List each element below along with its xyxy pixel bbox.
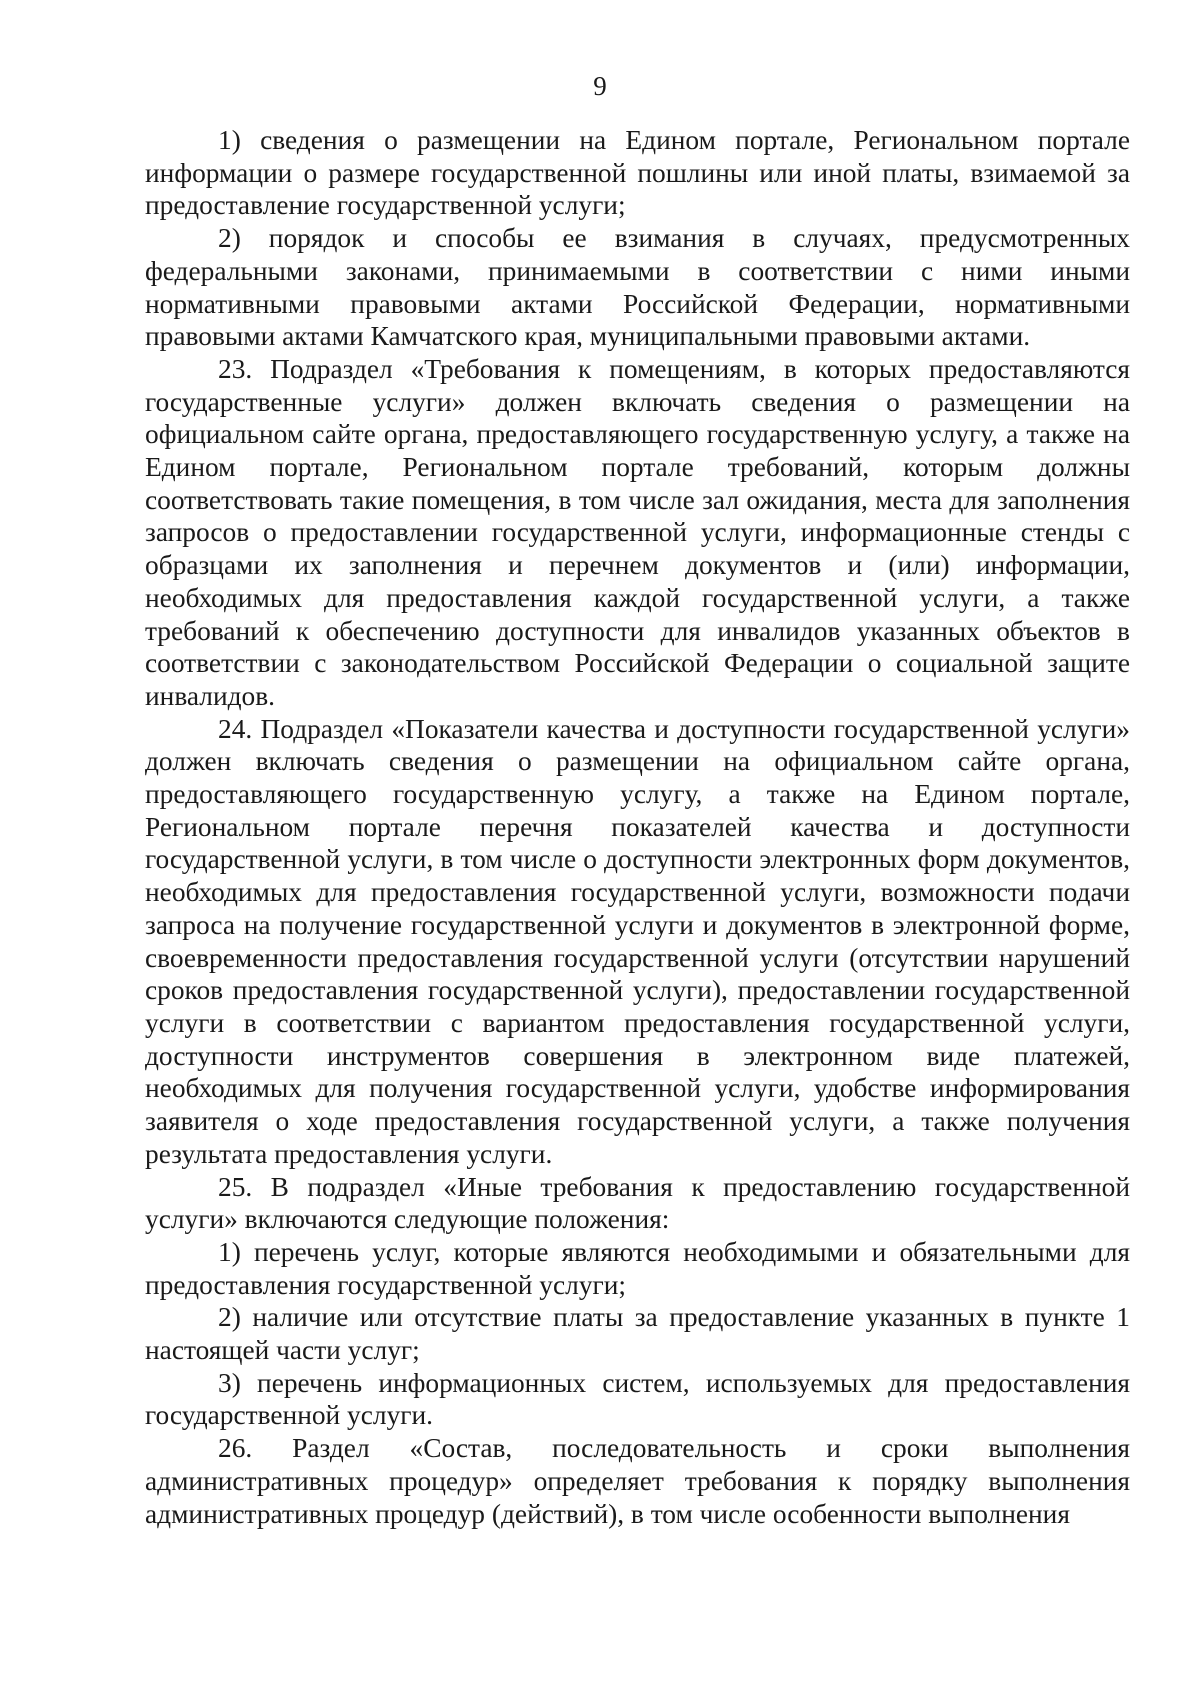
paragraph-25-other-requirements: 25. В подраздел «Иные требования к предоставлению государственной услуги» включаются следующие положения: <box>145 1171 1130 1235</box>
page-number: 9 <box>593 71 607 101</box>
paragraph-item-1-required-services: 1) перечень услуг, которые являются необходимыми и обязательными для предоставления государственной услуги; <box>145 1236 1130 1300</box>
paragraph-item-2-payment-presence: 2) наличие или отсутствие платы за предоставление указанных в пункте 1 настоящей части услуг; <box>145 1302 1130 1366</box>
paragraph-item-1-fee-info: 1) сведения о размещении на Едином портале, Региональном портале информации о размере государственной пошлины или иной платы, взимаемой за предоставление государственной услуги; <box>145 125 1130 221</box>
paragraph-item-3-information-systems: 3) перечень информационных систем, используемых для предоставления государственной услуги. <box>145 1367 1130 1431</box>
paragraph-26-administrative-procedures: 26. Раздел «Состав, последовательность и сроки выполнения административных процедур» определяет требования к порядку выполнения административных процедур (действий), в том числе особенности выполнения <box>145 1433 1130 1529</box>
paragraph-23-premises-requirements: 23. Подраздел «Требования к помещениям, в которых предоставляются государственные услуги» должен включать сведения о размещении на официальном сайте органа, предоставляющего государственную услугу, а также на Едином портале, Региональном портале требований, которым должны соответствовать такие помещения, в том числе зал ожидания, места для заполнения запросов о предоставлении государственной услуги, информационные стенды с образцами их заполнения и перечнем документов и (или) информации, необходимых для предоставления каждой государственной услуги, а также требований к обеспечению доступности для инвалидов указанных объектов в соответствии с законодательством Российской Федерации о социальной защите инвалидов. <box>145 353 1130 711</box>
paragraph-item-2-collection-procedure: 2) порядок и способы ее взимания в случаях, предусмотренных федеральными законами, принимаемыми в соответствии с ними иными нормативными правовыми актами Российской Федерации, нормативными правовыми актами Камчатского края, муниципальными правовыми актами. <box>145 223 1130 352</box>
paragraph-24-quality-indicators: 24. Подраздел «Показатели качества и доступности государственной услуги» должен включать сведения о размещении на официальном сайте органа, предоставляющего государственную услугу, а также на Едином портале, Региональном портале перечня показателей качества и доступности государственной услуги, в том числе о доступности электронных форм документов, необходимых для предоставления государственной услуги, возможности подачи запроса на получение государственной услуги и документов в электронной форме, своевременности предоставления государственной услуги (отсутствии нарушений сроков предоставления государственной услуги), предоставлении государственной услуги в соответствии с вариантом предоставления государственной услуги, доступности инструментов совершения в электронном виде платежей, необходимых для получения государственной услуги, удобстве информирования заявителя о ходе предоставления государственной услуги, а также получения результата предоставления услуги. <box>145 713 1130 1169</box>
document-body <box>145 124 1130 1530</box>
